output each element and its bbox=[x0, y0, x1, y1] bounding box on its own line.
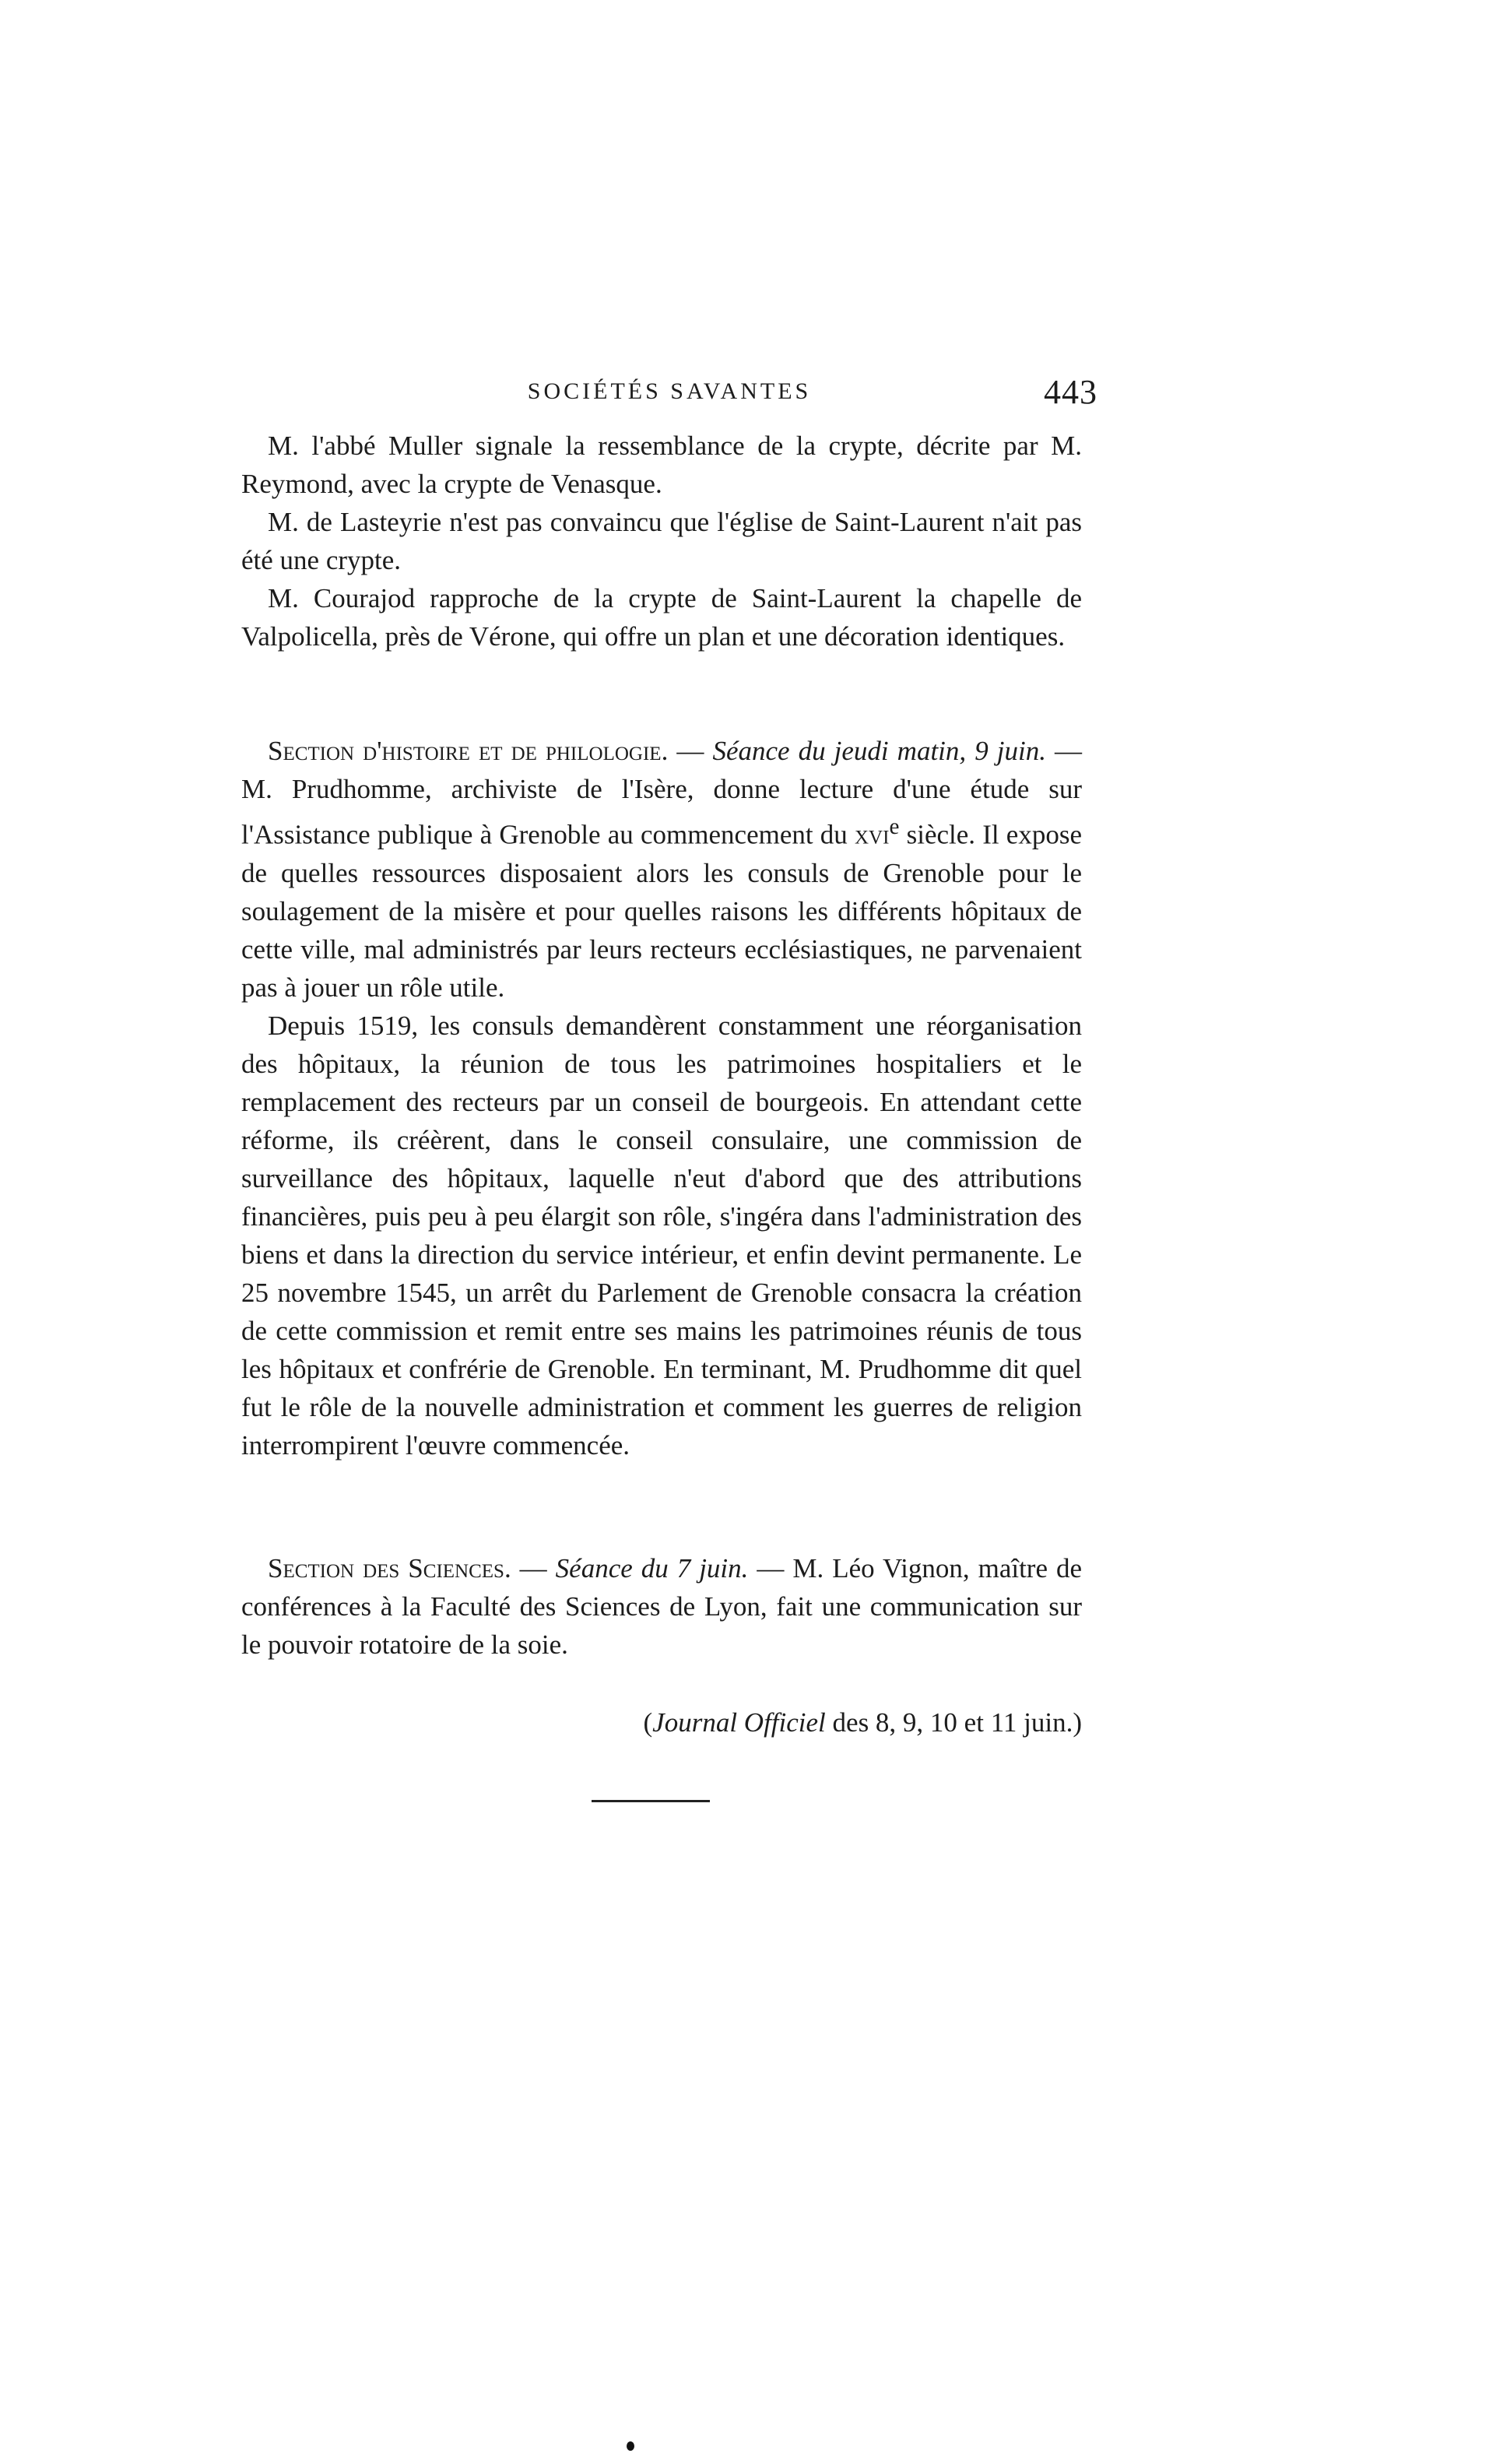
citation-dates: des 8, 9, 10 et 11 juin.) bbox=[825, 1707, 1082, 1738]
paragraph-muller: M. l'abbé Muller signale la ressemblance de la crypte, décrite par M. Reymond, avec la crypte de Venasque. bbox=[241, 431, 1082, 499]
ink-speck bbox=[627, 2441, 634, 2451]
citation-journal-title: Journal Officiel bbox=[652, 1707, 826, 1738]
discussion-block bbox=[241, 427, 1082, 656]
end-rule-divider bbox=[592, 1800, 710, 1802]
century-numeral: xvi bbox=[855, 819, 890, 850]
paragraph-text: — M. Prudhomme, archiviste de l'Isère, donne lecture d'une étude sur l'Assistance publique à Grenoble au commencement du bbox=[241, 736, 1083, 850]
paragraph-courajod: M. Courajod rapproche de la crypte de Saint-Laurent la chapelle de Valpolicella, près de Vérone, qui offre un plan et une décoration identiques. bbox=[241, 583, 1082, 652]
century-superscript: e bbox=[889, 814, 900, 839]
sciences-section-block bbox=[241, 1549, 1082, 1664]
paragraph-text: — M. Léo Vignon, maître de conférences à la Faculté des Sciences de Lyon, fait une communication sur le pouvoir rotatoire de la soie. bbox=[241, 1553, 1083, 1660]
history-section-block bbox=[241, 732, 1082, 1464]
dash: — bbox=[511, 1553, 556, 1583]
source-citation bbox=[241, 1703, 1082, 1742]
section-heading-sciences: Section des Sciences. bbox=[268, 1553, 511, 1583]
paragraph-text-continued: siècle. Il expose de quelles ressources disposaient alors les consuls de Grenoble pour le soulagement de la misère et pour quelles raisons les différents hôpitaux de cette ville, mal administrés par leurs recteurs ecclésiastiques, ne parvenaient pas à jouer un rôle utile. bbox=[241, 819, 1082, 1003]
paragraph-prudhomme-intro bbox=[241, 732, 1082, 1007]
dash: — bbox=[668, 736, 713, 766]
running-title: SOCIÉTÉS SAVANTES bbox=[527, 378, 812, 404]
paragraph-vignon bbox=[241, 1549, 1082, 1664]
paragraph-reorganisation: Depuis 1519, les consuls demandèrent constamment une réorganisation des hôpitaux, la réunion de tous les patrimoines hospitaliers et le remplacement des recteurs par un conseil de bourgeois. En attendant cette réforme, ils créèrent, dans le conseil consulaire, une commission de surveillance des hôpitaux, laquelle n'eut d'abord que des attributions financières, puis peu à peu élargit son rôle, s'ingéra dans l'administration des biens et dans la direction du service intérieur, et enfin devint permanente. Le 25 novembre 1545, un arrêt du Parlement de Grenoble consacra la création de cette commission et remit entre ses mains les patrimoines réunis de tous les hôpitaux et confrérie de Grenoble. En terminant, M. Prudhomme dit quel fut le rôle de la nouvelle administration et comment les guerres de religion interrompirent l'œuvre commencée. bbox=[241, 1010, 1082, 1460]
page-number: 443 bbox=[1044, 373, 1097, 411]
citation-open-paren: ( bbox=[643, 1707, 653, 1738]
paragraph-lasteyrie: M. de Lasteyrie n'est pas convaincu que l'église de Saint-Laurent n'ait pas été une crypte. bbox=[241, 507, 1082, 575]
running-head bbox=[241, 372, 1097, 419]
section-heading-history: Section d'histoire et de philologie. bbox=[268, 736, 669, 766]
session-date: Séance du 7 juin. bbox=[555, 1553, 749, 1583]
session-date: Séance du jeudi matin, 9 juin. bbox=[712, 736, 1046, 766]
